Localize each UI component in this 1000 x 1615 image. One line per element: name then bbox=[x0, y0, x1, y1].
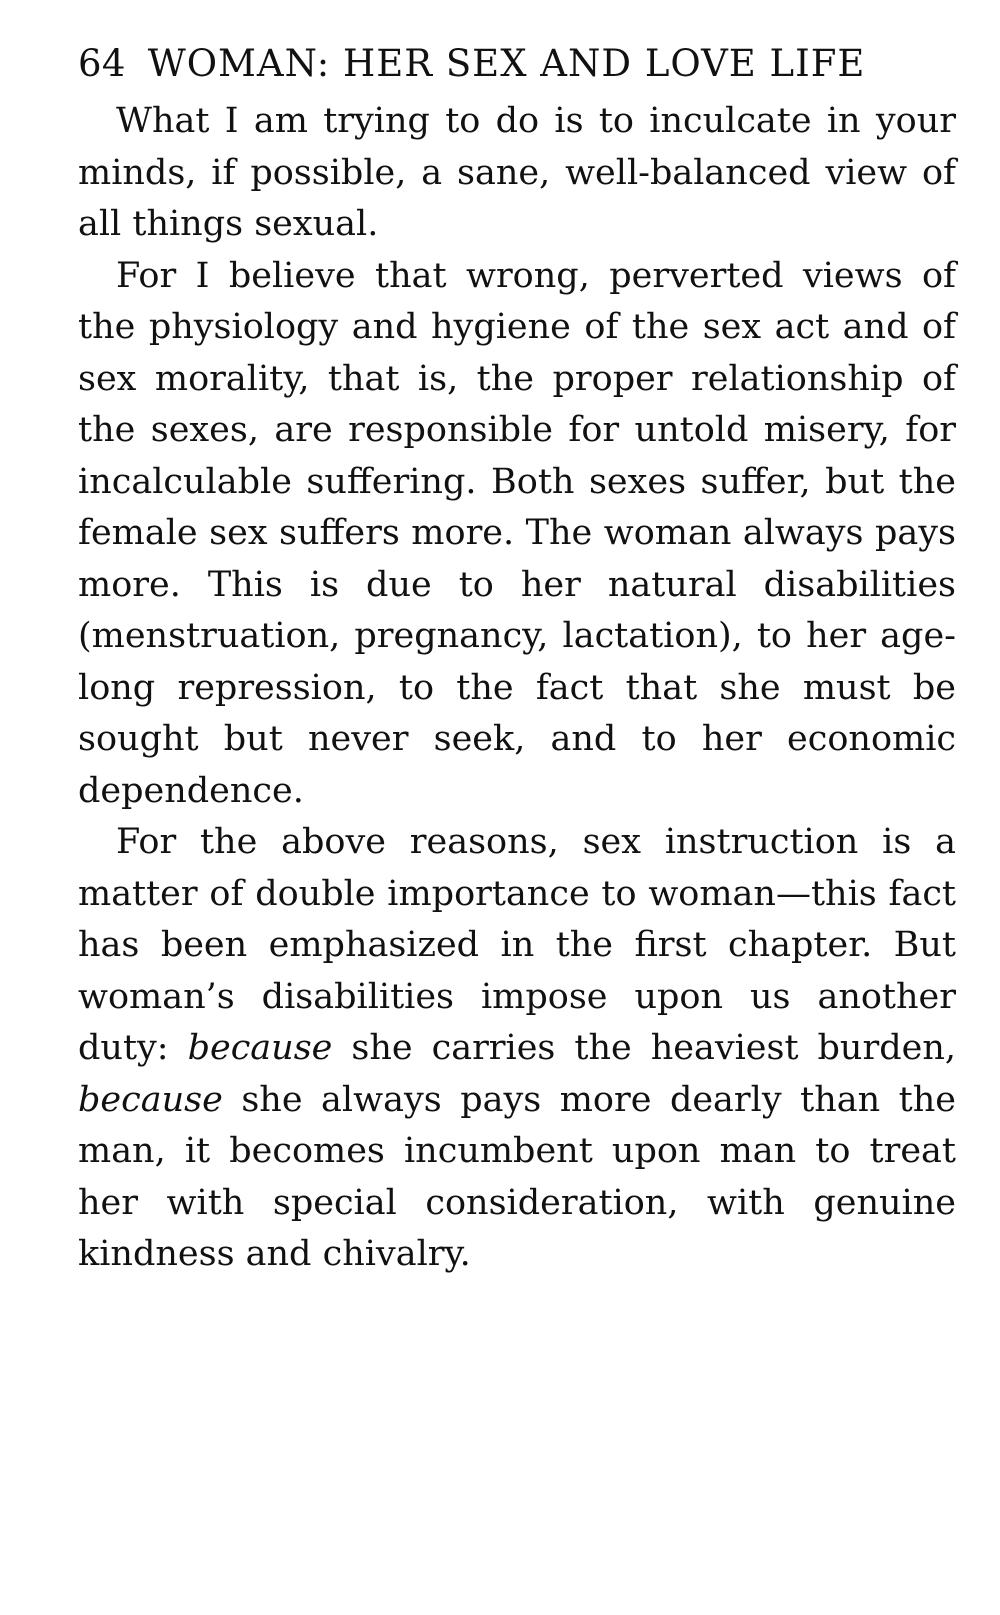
paragraph-3 bbox=[78, 817, 956, 1281]
paragraph-2: For I believe that wrong, perverted views of the physiology and hygiene of the sex act and of sex morality, that is, the proper relationship of the sexes, are responsible for untold misery, for incalculable suffering. Both sexes suffer, but the female sex suffers more. The woman always pays more. This is due to her natural disabilities (menstruation, pregnancy, lactation), to her age-long repression, to the fact that she must be sought but never seek, and to her economic dependence. bbox=[78, 255, 956, 811]
paragraph-3-text-3: she always pays more dearly than the man, it becomes incumbent upon man to treat her with special consideration, with genuine kindness and chivalry. bbox=[78, 1079, 956, 1274]
page-number: 64 bbox=[78, 42, 126, 85]
paragraph-1: What I am trying to do is to inculcate in your minds, if possible, a sane, well-balanced view of all things sexual. bbox=[78, 101, 956, 244]
book-title: WOMAN: HER SEX AND LOVE LIFE bbox=[147, 42, 866, 85]
emphasis-because-1: because bbox=[187, 1028, 333, 1068]
paragraph-3-text-1: For the above reasons, sex instruction is a matter of double importance to woman—this fact has been emphasized in the first chapter. But woman’s disabilities impose upon us another duty: bbox=[78, 822, 956, 1068]
book-page bbox=[78, 38, 956, 1281]
paragraph-3-text-2: she carries the heaviest burden, bbox=[332, 1028, 956, 1068]
emphasis-because-2: because bbox=[78, 1079, 223, 1120]
running-header bbox=[78, 38, 956, 96]
